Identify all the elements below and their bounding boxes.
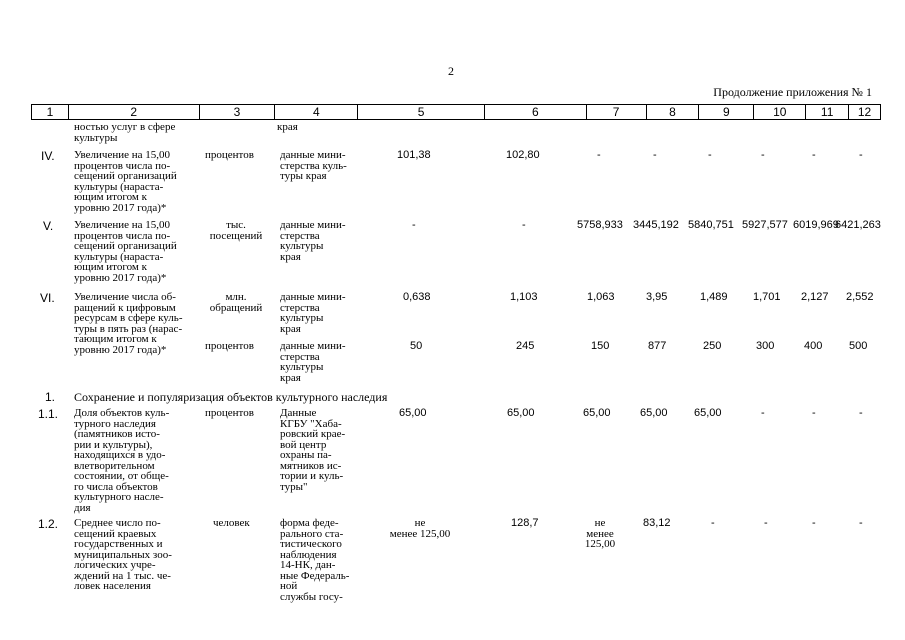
table-header	[31, 104, 881, 120]
row-vi-value-12: 2,552	[846, 291, 874, 303]
row-1-1-value-10: -	[761, 407, 765, 419]
row-vi2-unit: процентов	[205, 340, 254, 352]
section-1-title: Сохранение и популяризация объектов культурного наследия	[74, 390, 388, 404]
row-iv-num: IV.	[41, 149, 55, 163]
row-iv-value-12: -	[859, 149, 863, 161]
row-1-1-value-6: 65,00	[507, 407, 535, 419]
row-v-value-12: 6421,263	[835, 219, 881, 231]
row-cont-source: края	[277, 121, 298, 133]
col-header-6: 6	[485, 105, 587, 119]
section-1-num: 1.	[45, 390, 56, 404]
row-1-2-value-11: -	[812, 517, 816, 529]
row-vi2-value-12: 500	[849, 340, 868, 352]
row-v-unit: тыс. посещений	[209, 219, 263, 242]
row-1-2-num: 1.2.	[38, 517, 59, 531]
row-vi2-value-9: 250	[703, 340, 722, 352]
row-vi2-value-6: 245	[516, 340, 535, 352]
row-vi-name: Увеличение числа об- ращений к цифровым ресурсам в сфере куль- туры в пять раз (нарас- тающим итогом к уровню 2017 года)*	[74, 291, 183, 356]
row-1-2-value-12: -	[859, 517, 863, 529]
row-iv-value-8: -	[653, 149, 657, 161]
row-1-1-value-11: -	[812, 407, 816, 419]
row-vi2-value-8: 877	[648, 340, 667, 352]
row-vi-value-8: 3,95	[646, 291, 668, 303]
col-header-5: 5	[358, 105, 485, 119]
row-1-2-unit: человек	[213, 517, 250, 529]
row-v-value-9: 5840,751	[688, 219, 734, 231]
row-1-2-value-7: не менее 125,00	[584, 517, 616, 550]
row-vi2-value-7: 150	[591, 340, 610, 352]
row-iv-value-11: -	[812, 149, 816, 161]
row-vi2-source: данные мини- стерства культуры края	[280, 340, 346, 384]
row-1-2-value-8: 83,12	[643, 517, 671, 529]
col-header-11: 11	[806, 105, 849, 119]
row-vi-num: VI.	[40, 291, 55, 305]
col-header-9: 9	[699, 105, 754, 119]
col-header-8: 8	[647, 105, 700, 119]
row-vi-value-7: 1,063	[587, 291, 615, 303]
row-1-1-value-5: 65,00	[399, 407, 427, 419]
row-vi-value-6: 1,103	[510, 291, 538, 303]
row-v-value-6: -	[522, 219, 526, 231]
row-v-value-10: 5927,577	[742, 219, 788, 231]
row-1-2-value-10: -	[764, 517, 768, 529]
row-iv-value-7: -	[597, 149, 601, 161]
row-iv-unit: процентов	[205, 149, 254, 161]
row-vi-value-5: 0,638	[403, 291, 431, 303]
row-cont-name: ностью услуг в сфере культуры	[74, 121, 176, 144]
row-1-2-name: Среднее число по- сещений краевых государственных и муниципальных зоо- логических учре- ждений на 1 тыс. че- ловек населения	[74, 517, 172, 592]
row-vi2-value-11: 400	[804, 340, 823, 352]
row-vi-value-10: 1,701	[753, 291, 781, 303]
row-iv-value-6: 102,80	[506, 149, 540, 161]
row-iv-value-10: -	[761, 149, 765, 161]
row-v-value-11: 6019,969	[793, 219, 839, 231]
row-1-1-value-8: 65,00	[640, 407, 668, 419]
row-vi-source: данные мини- стерства культуры края	[280, 291, 346, 335]
row-v-name: Увеличение на 15,00 процентов числа по- сещений организаций культуры (нараста- ющим итогом к уровню 2017 года)*	[74, 219, 177, 284]
col-header-1: 1	[32, 105, 69, 119]
row-v-source: данные мини- стерства культуры края	[280, 219, 346, 263]
row-1-1-value-9: 65,00	[694, 407, 722, 419]
row-v-value-7: 5758,933	[577, 219, 623, 231]
row-vi2-value-10: 300	[756, 340, 775, 352]
row-vi-value-9: 1,489	[700, 291, 728, 303]
row-1-1-value-12: -	[859, 407, 863, 419]
row-1-2-value-6: 128,7	[511, 517, 539, 529]
continuation-label: Продолжение приложения № 1	[713, 85, 872, 99]
row-iv-value-5: 101,38	[397, 149, 431, 161]
row-1-2-value-9: -	[711, 517, 715, 529]
row-1-1-unit: процентов	[205, 407, 254, 419]
row-1-2-source: форма феде- рального ста- тистического наблюдения 14-НК, дан- ные Федераль- ной службы госу-	[280, 517, 350, 603]
row-v-value-5: -	[412, 219, 416, 231]
row-vi-unit: млн. обращений	[209, 291, 263, 314]
row-1-1-num: 1.1.	[38, 407, 59, 421]
row-1-1-value-7: 65,00	[583, 407, 611, 419]
row-vi-value-11: 2,127	[801, 291, 829, 303]
row-v-num: V.	[43, 219, 54, 233]
row-iv-value-9: -	[708, 149, 712, 161]
row-1-1-source: Данные КГБУ "Хаба- ровский крае- вой центр охраны па- мятников ис- тории и куль- туры"	[280, 407, 346, 493]
col-header-4: 4	[275, 105, 358, 119]
row-vi2-value-5: 50	[410, 340, 423, 352]
col-header-7: 7	[587, 105, 647, 119]
row-1-1-name: Доля объектов куль- турного наследия (памятников исто- рии и культуры), находящихся в удо- влетворительном состоянии, от обще- го числа объектов культурного насле- дия	[74, 407, 170, 514]
row-iv-source: данные мини- стерства куль- туры края	[280, 149, 347, 182]
row-iv-name: Увеличение на 15,00 процентов числа по- сещений организаций культуры (нараста- ющим итогом к уровню 2017 года)*	[74, 149, 177, 214]
col-header-3: 3	[200, 105, 276, 119]
col-header-12: 12	[857, 105, 872, 119]
row-v-value-8: 3445,192	[633, 219, 679, 231]
col-header-10: 10	[754, 105, 806, 119]
page-number: 2	[448, 64, 454, 78]
row-1-2-value-5: не менее 125,00	[389, 517, 451, 540]
col-header-2: 2	[69, 105, 200, 119]
